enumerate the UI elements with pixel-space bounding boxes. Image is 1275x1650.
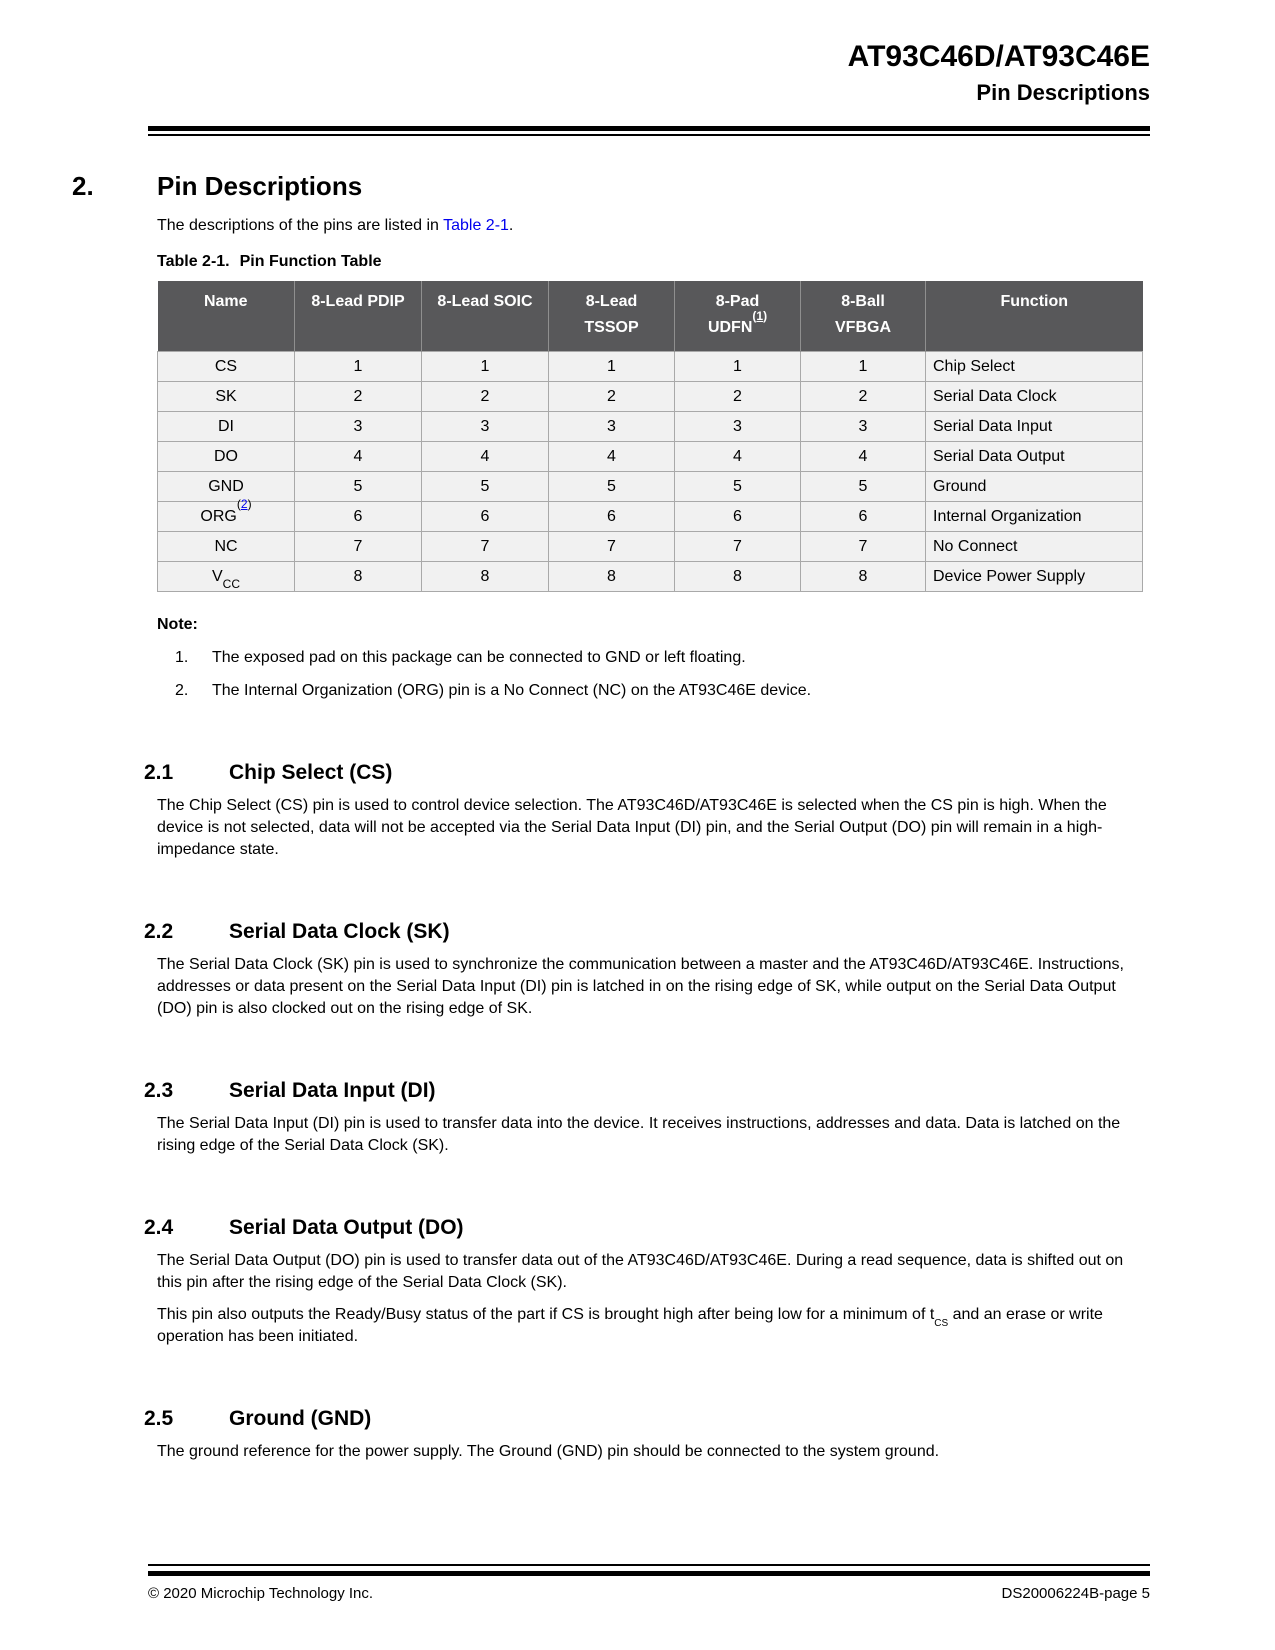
col-header-line: 8-Pad bbox=[715, 293, 760, 310]
section-paragraph: The Chip Select (CS) pin is used to control device selection. The AT93C46D/AT93C46E is selected when the CS pin is high. When the device is not selected, data will not be accepted via the Serial Data Input (DI) pin, and the Serial Output (DO) pin will remain in a high-impedance state. bbox=[157, 797, 1107, 858]
page-footer bbox=[148, 1564, 1150, 1602]
footnote-digit[interactable]: 1 bbox=[756, 308, 764, 323]
col-header-line: 8-Lead SOIC bbox=[437, 293, 533, 310]
col-header-cell bbox=[801, 281, 926, 352]
pin-number-cell: 5 bbox=[549, 472, 675, 502]
note-number: 2. bbox=[175, 682, 189, 699]
pin-number-cell: 1 bbox=[295, 352, 422, 382]
pin-name-cell: ORG$^{(2)}$ bbox=[158, 502, 295, 532]
function-cell: Serial Data Clock bbox=[926, 382, 1143, 412]
col-header-cell bbox=[675, 281, 801, 352]
footer-copyright: © 2020 Microchip Technology Inc. bbox=[148, 1585, 374, 1602]
intro-text-pre: The descriptions of the pins are listed in bbox=[157, 217, 444, 234]
pin-table-wrapper bbox=[157, 281, 1150, 592]
pin-number-cell: 4 bbox=[675, 442, 801, 472]
note-text: The Internal Organization (ORG) pin is a No Connect (NC) on the AT93C46E device. bbox=[212, 682, 812, 699]
section-2.1 bbox=[0, 760, 1275, 861]
pin-number-cell: 8 bbox=[422, 562, 549, 592]
pin-number-cell: 4 bbox=[549, 442, 675, 472]
section-paragraph: This pin also outputs the Ready/Busy status of the part if CS is brought high after being low for a minimum of $t_{CS}$ and an erase or write operation has been initiated. bbox=[157, 1306, 1103, 1345]
pin-number-cell: 5 bbox=[422, 472, 549, 502]
section-title: Serial Data Output (DO) bbox=[229, 1216, 464, 1239]
table-caption-title: Pin Function Table bbox=[239, 253, 382, 270]
pin-number-cell: 2 bbox=[549, 382, 675, 412]
section-heading bbox=[72, 1078, 1275, 1103]
pin-number-cell: 4 bbox=[801, 442, 926, 472]
subscript-text: CS bbox=[934, 1318, 949, 1330]
function-cell: No Connect bbox=[926, 532, 1143, 562]
pin-name-cell: DI bbox=[158, 412, 295, 442]
pin-number-cell: 3 bbox=[295, 412, 422, 442]
pin-number-cell: 8 bbox=[549, 562, 675, 592]
pin-number-cell: 4 bbox=[422, 442, 549, 472]
section-heading bbox=[72, 919, 1275, 944]
table-header-row bbox=[158, 281, 1143, 352]
section-number: 2.5 bbox=[144, 1407, 174, 1430]
pin-number-cell: 5 bbox=[675, 472, 801, 502]
footer-rule-thin bbox=[148, 1564, 1150, 1566]
col-header-cell bbox=[549, 281, 675, 352]
table-row bbox=[158, 532, 1143, 562]
pin-number-cell: 6 bbox=[422, 502, 549, 532]
section-2.3 bbox=[0, 1078, 1275, 1157]
col-header-line: Name bbox=[203, 293, 248, 310]
table-row bbox=[158, 442, 1143, 472]
pin-number-cell: 7 bbox=[549, 532, 675, 562]
pin-number-cell: 5 bbox=[801, 472, 926, 502]
section-title: Serial Data Clock (SK) bbox=[229, 920, 450, 943]
section-2-heading bbox=[0, 171, 1275, 201]
table-row bbox=[158, 562, 1143, 592]
col-header-line: VFBGA bbox=[835, 319, 891, 336]
doc-header bbox=[148, 40, 1150, 106]
col-header-line: 8-Lead bbox=[585, 293, 638, 310]
footnote-digit[interactable]: 2 bbox=[240, 497, 248, 512]
pin-function-table bbox=[157, 281, 1143, 592]
pin-number-cell: 7 bbox=[295, 532, 422, 562]
pin-name-subscript: CC bbox=[222, 576, 240, 591]
col-header-line: 8-Lead PDIP bbox=[311, 293, 405, 310]
header-rule-thick bbox=[148, 126, 1150, 131]
section-2.2 bbox=[0, 919, 1275, 1020]
pin-number-cell: 2 bbox=[675, 382, 801, 412]
pin-number-cell: 7 bbox=[801, 532, 926, 562]
table-row bbox=[158, 502, 1143, 532]
section-paragraph: The Serial Data Output (DO) pin is used to transfer data out of the AT93C46D/AT93C46E. During a read sequence, data is shifted out on this pin after the rising edge of the Serial Data Clock (SK). bbox=[157, 1252, 1124, 1291]
function-cell: Serial Data Output bbox=[926, 442, 1143, 472]
pin-number-cell: 4 bbox=[295, 442, 422, 472]
table-caption bbox=[157, 253, 1150, 271]
footer-doc-id: DS20006224B-page 5 bbox=[1001, 1585, 1150, 1602]
col-header-cell bbox=[158, 281, 295, 352]
section-number: 2.2 bbox=[144, 920, 174, 943]
pin-number-cell: 3 bbox=[801, 412, 926, 442]
function-cell: Serial Data Input bbox=[926, 412, 1143, 442]
pin-name-cell: SK bbox=[158, 382, 295, 412]
table-row bbox=[158, 352, 1143, 382]
pin-number-cell: 2 bbox=[422, 382, 549, 412]
section-2-title: Pin Descriptions bbox=[157, 171, 363, 201]
pin-number-cell: 3 bbox=[422, 412, 549, 442]
table-row bbox=[158, 382, 1143, 412]
section-number: 2.3 bbox=[144, 1079, 174, 1102]
pin-number-cell: 8 bbox=[295, 562, 422, 592]
section-title: Ground (GND) bbox=[229, 1407, 372, 1430]
section-number: 2.4 bbox=[144, 1216, 174, 1239]
function-cell: Chip Select bbox=[926, 352, 1143, 382]
col-header-line: UDFN$^{(1)}$ bbox=[707, 308, 768, 336]
section-heading bbox=[72, 1215, 1275, 1240]
pin-number-cell: 1 bbox=[549, 352, 675, 382]
header-footnote-link-1[interactable]: (1) bbox=[752, 308, 768, 323]
col-header-cell bbox=[295, 281, 422, 352]
doc-subtitle: Pin Descriptions bbox=[976, 80, 1150, 105]
col-header-cell bbox=[422, 281, 549, 352]
pin-number-cell: 5 bbox=[295, 472, 422, 502]
pin-number-cell: 8 bbox=[675, 562, 801, 592]
pin-number-cell: 7 bbox=[422, 532, 549, 562]
pin-name-cell: DO bbox=[158, 442, 295, 472]
pin-number-cell: 6 bbox=[801, 502, 926, 532]
col-header-line: 8-Ball bbox=[841, 293, 885, 310]
table-row bbox=[158, 412, 1143, 442]
pin-number-cell: 8 bbox=[801, 562, 926, 592]
section-heading bbox=[72, 760, 1275, 785]
note-item bbox=[157, 680, 1275, 702]
section-2-number: 2. bbox=[72, 171, 94, 201]
intro-paragraph bbox=[157, 215, 1150, 237]
section-paragraph: The ground reference for the power supply. The Ground (GND) pin should be connected to the system ground. bbox=[157, 1443, 940, 1460]
doc-title: AT93C46D/AT93C46E bbox=[847, 40, 1150, 73]
function-cell: Internal Organization bbox=[926, 502, 1143, 532]
pin-name-cell: CS bbox=[158, 352, 295, 382]
section-paragraph: The Serial Data Clock (SK) pin is used to synchronize the communication between a master and the AT93C46D/AT93C46E. Instructions, addresses or data present on the Serial Data Input (DI) pin is latched in on the rising edge of SK, while output on the Serial Data Output (DO) pin is also clocked out on the rising edge of SK. bbox=[157, 956, 1124, 1017]
col-header-cell bbox=[926, 281, 1143, 352]
pin-number-cell: 1 bbox=[675, 352, 801, 382]
pin-number-cell: 1 bbox=[422, 352, 549, 382]
note-item bbox=[157, 647, 1275, 669]
table-caption-label: Table 2-1. bbox=[157, 253, 230, 270]
intro-text-post: . bbox=[508, 217, 514, 234]
pin-number-cell: 6 bbox=[549, 502, 675, 532]
pin-number-cell: 7 bbox=[675, 532, 801, 562]
col-header-line: Function bbox=[1000, 293, 1069, 310]
pin-name-cell: GND bbox=[158, 472, 295, 502]
pin-number-cell: 2 bbox=[801, 382, 926, 412]
section-title: Serial Data Input (DI) bbox=[229, 1079, 436, 1102]
pin-number-cell: 3 bbox=[675, 412, 801, 442]
pin-number-cell: 3 bbox=[549, 412, 675, 442]
section-paragraph: The Serial Data Input (DI) pin is used to transfer data into the device. It receives instructions, addresses and data. Data is latched on the rising edge of the Serial Data Clock (SK). bbox=[157, 1115, 1121, 1154]
pin-number-cell: 6 bbox=[675, 502, 801, 532]
section-2.4 bbox=[0, 1215, 1275, 1348]
note-link-2[interactable]: (2) bbox=[236, 497, 252, 512]
note-number: 1. bbox=[175, 649, 189, 666]
header-rule-thin bbox=[148, 134, 1150, 136]
pin-number-cell: 1 bbox=[801, 352, 926, 382]
function-cell: Device Power Supply bbox=[926, 562, 1143, 592]
section-number: 2.1 bbox=[144, 761, 174, 784]
note-label: Note: bbox=[157, 616, 198, 633]
col-header-line: TSSOP bbox=[584, 319, 639, 336]
header-rules bbox=[148, 126, 1150, 136]
page-content bbox=[0, 165, 1275, 1463]
section-title: Chip Select (CS) bbox=[229, 761, 393, 784]
table-2-1-link[interactable]: Table 2-1 bbox=[443, 217, 509, 234]
footer-rule-thick bbox=[148, 1571, 1150, 1576]
pin-name-cell: NC bbox=[158, 532, 295, 562]
note-text: The exposed pad on this package can be connected to GND or left floating. bbox=[212, 649, 746, 666]
pin-number-cell: 2 bbox=[295, 382, 422, 412]
section-heading bbox=[72, 1406, 1275, 1431]
pin-name-cell: $V_{CC}$ bbox=[158, 562, 295, 592]
pin-number-cell: 6 bbox=[295, 502, 422, 532]
section-2.5 bbox=[0, 1406, 1275, 1463]
notes-block bbox=[157, 614, 1275, 702]
table-row bbox=[158, 472, 1143, 502]
function-cell: Ground bbox=[926, 472, 1143, 502]
